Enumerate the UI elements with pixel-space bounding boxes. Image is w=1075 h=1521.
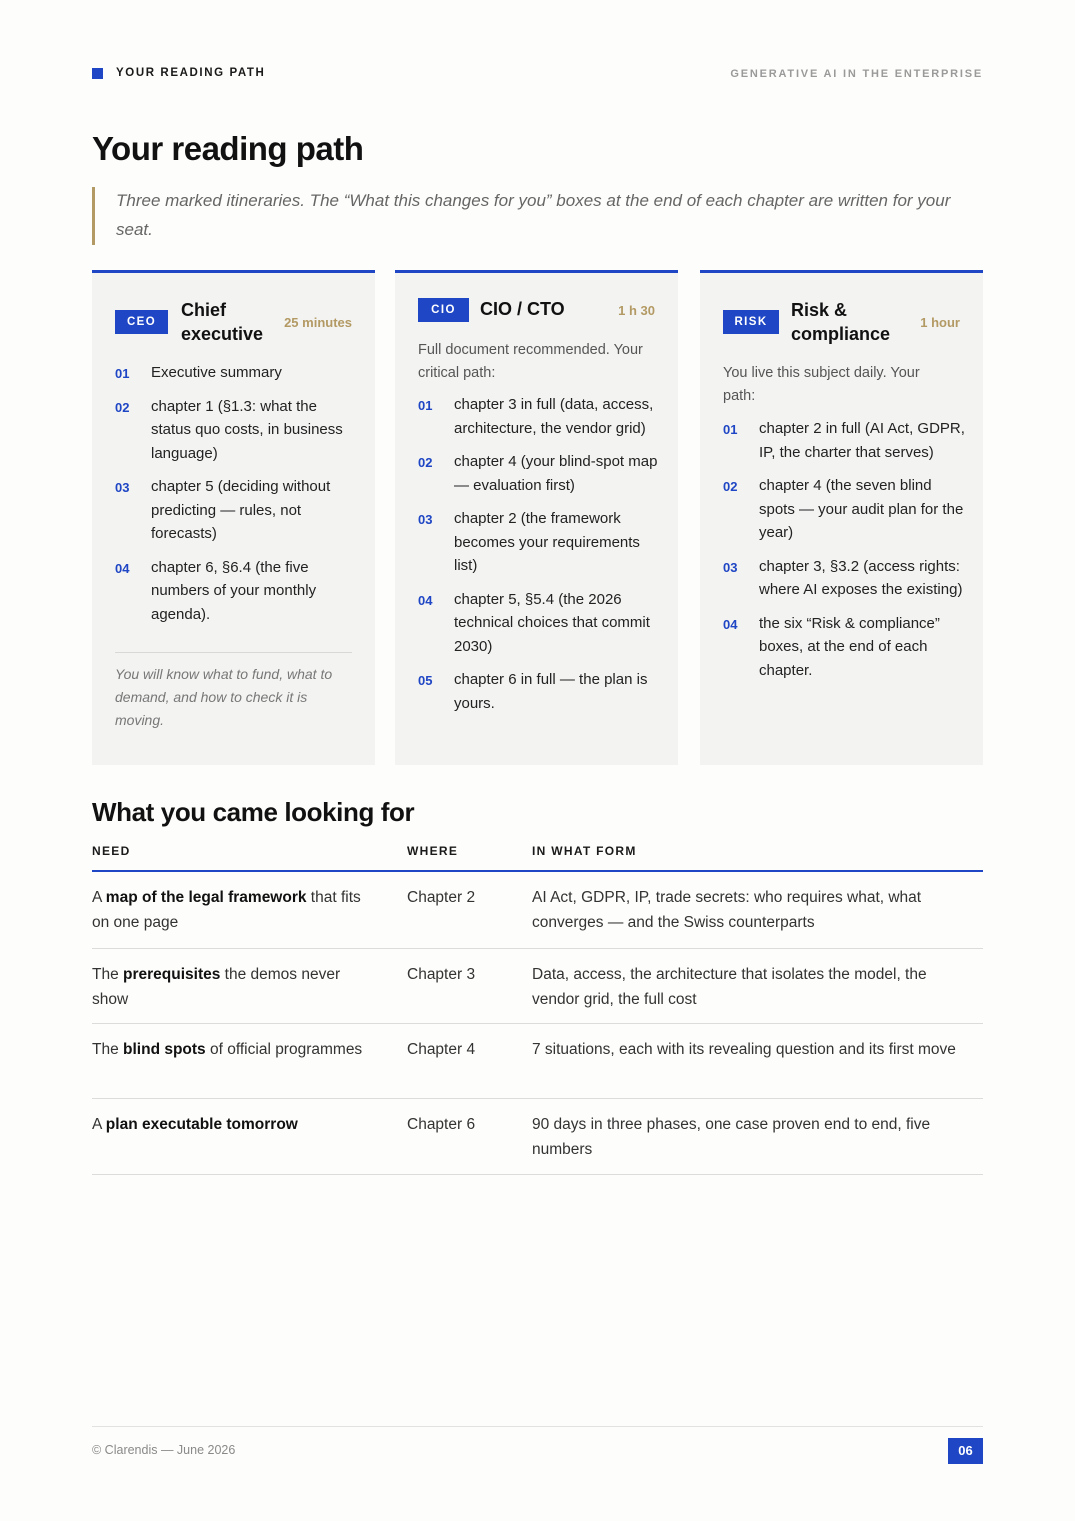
card-note: You will know what to fund, what to demand, and how to check it is moving.: [115, 666, 333, 728]
table-row: [92, 872, 983, 949]
table-row: [92, 1024, 983, 1099]
card-risk: [700, 270, 983, 765]
card-badge: RISK: [723, 310, 779, 334]
card-time: 1 hour: [920, 315, 960, 330]
column-header-form: IN WHAT FORM: [532, 844, 637, 858]
footer-copyright: © Clarendis — June 2026: [92, 1443, 236, 1457]
list-item: [418, 507, 663, 578]
cell-where: Chapter 3: [407, 966, 476, 983]
page-title: Your reading path: [92, 130, 364, 167]
column-header-need: NEED: [92, 844, 131, 858]
need-highlight: plan executable tomorrow: [105, 1116, 298, 1133]
card-badge: CIO: [418, 298, 469, 322]
card-badge: CEO: [115, 310, 168, 334]
step-text: chapter 3 in full (data, access, architecture, the vendor grid): [454, 396, 654, 437]
step-text: chapter 6, §6.4 (the five numbers of your monthly agenda).: [151, 558, 317, 623]
step-text: chapter 5, §5.4 (the 2026 technical choices that commit 2030): [454, 590, 650, 655]
step-text: the six “Risk & compliance” boxes, at the end of each chapter.: [759, 614, 940, 679]
page-number: 06: [948, 1438, 983, 1464]
step-number: 05: [418, 673, 433, 688]
cell-need: The prerequisites the demos never show: [92, 966, 341, 1008]
lead-quote: [92, 187, 983, 245]
cell-need: The blind spots of official programmes: [92, 1041, 363, 1058]
step-text: chapter 4 (the seven blind spots — your audit plan for the year): [759, 477, 964, 541]
step-number: 01: [723, 422, 738, 437]
list-item: [723, 417, 968, 464]
step-text: chapter 4 (your blind-spot map — evaluation first): [454, 453, 658, 494]
card-name: CIO / CTO: [480, 299, 565, 319]
step-text: chapter 1 (§1.3: what the status quo costs, in business language): [151, 397, 343, 462]
cell-where: Chapter 2: [407, 889, 476, 906]
section-marker-icon: [92, 68, 103, 79]
card-time: 1 h 30: [618, 303, 655, 318]
card-time: 25 minutes: [284, 315, 352, 330]
card-name: Chief executive: [181, 300, 264, 344]
table-section-title: What you came looking for: [92, 797, 415, 827]
list-item: [723, 555, 968, 602]
step-text: chapter 2 in full (AI Act, GDPR, IP, the charter that serves): [759, 420, 965, 461]
table-row: [92, 949, 983, 1024]
need-highlight: prerequisites: [123, 966, 221, 983]
table-row: [92, 1099, 983, 1175]
card-intro: You live this subject daily. Your path:: [723, 365, 920, 404]
step-text: chapter 5 (deciding without predicting — rules, not forecasts): [151, 478, 331, 542]
step-number: 01: [418, 398, 433, 413]
step-text: chapter 3, §3.2 (access rights: where AI exposes the existing): [759, 557, 963, 598]
step-list: [418, 393, 663, 725]
card-ceo: [92, 270, 375, 765]
running-header: [92, 66, 983, 82]
card-name: Risk & compliance: [791, 300, 891, 344]
step-number: 02: [115, 399, 130, 415]
step-number: 03: [418, 512, 433, 527]
step-number: 03: [115, 480, 130, 495]
list-item: [115, 361, 360, 385]
need-highlight: blind spots: [123, 1041, 206, 1058]
card-cio: [395, 270, 678, 765]
step-number: 04: [115, 560, 130, 576]
column-header-where: WHERE: [407, 844, 459, 858]
card-intro: Full document recommended. Your critical path:: [418, 342, 643, 381]
list-item: [418, 668, 663, 715]
list-item: [115, 556, 360, 627]
cell-form: Data, access, the architecture that isolates the model, the vendor grid, the full cost: [532, 966, 927, 1008]
step-number: 03: [723, 559, 738, 575]
list-item: [115, 475, 360, 546]
step-number: 01: [115, 366, 130, 381]
step-list: [115, 361, 360, 636]
step-text: chapter 2 (the framework becomes your requirements list): [454, 510, 640, 574]
document-title: GENERATIVE AI IN THE ENTERPRISE: [730, 68, 983, 80]
cell-form: 90 days in three phases, one case proven end to end, five numbers: [532, 1116, 931, 1158]
list-item: [418, 450, 663, 497]
step-text: Executive summary: [151, 364, 282, 381]
cell-need: A plan executable tomorrow: [92, 1116, 298, 1133]
step-number: 02: [723, 479, 738, 494]
list-item: [723, 474, 968, 545]
list-item: [418, 393, 663, 440]
cell-need: A map of the legal framework that fits on one page: [92, 889, 361, 931]
list-item: [115, 395, 360, 466]
step-number: 04: [418, 592, 433, 608]
step-number: 04: [723, 616, 738, 632]
page: [92, 0, 983, 1521]
cell-form: 7 situations, each with its revealing question and its first move: [532, 1041, 956, 1058]
cell-form: AI Act, GDPR, IP, trade secrets: who requires what, what converges — and the Swiss counterparts: [532, 889, 922, 931]
list-item: [723, 612, 968, 683]
cell-where: Chapter 6: [407, 1116, 476, 1133]
card-divider: [115, 652, 352, 653]
need-highlight: map of the legal framework: [105, 889, 307, 906]
footer-rule: [92, 1426, 983, 1427]
section-label: YOUR READING PATH: [116, 67, 266, 79]
step-text: chapter 6 in full — the plan is yours.: [454, 671, 648, 712]
cell-where: Chapter 4: [407, 1041, 476, 1058]
step-number: 02: [418, 455, 433, 470]
step-list: [723, 417, 968, 692]
list-item: [418, 588, 663, 659]
lead-text: Three marked itineraries. The “What this changes for you” boxes at the end of each chapter are written for your seat.: [116, 191, 951, 239]
